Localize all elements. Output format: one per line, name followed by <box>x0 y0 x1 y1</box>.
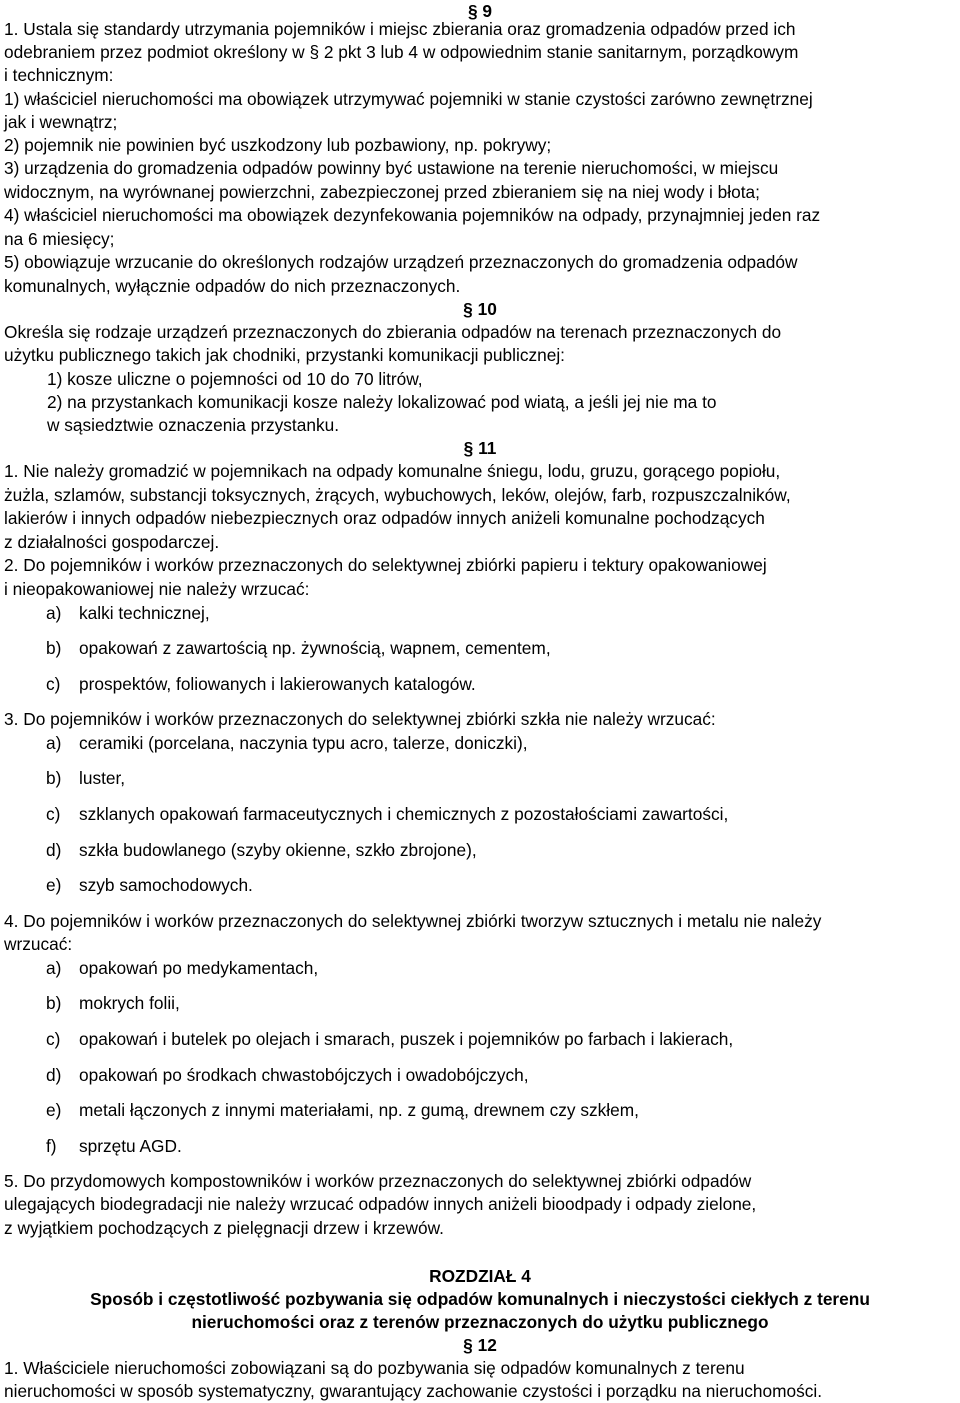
s9-line: odebraniem przez podmiot określony w § 2 pkt 3 lub 4 w odpowiednim stanie sanitarnym, porządkowym <box>4 42 799 62</box>
s9-line: i technicznym: <box>4 65 114 85</box>
s10-line: w sąsiedztwie oznaczenia przystanku. <box>47 415 340 435</box>
list-item: f) sprzętu AGD. <box>46 1136 182 1156</box>
list-item: e) metali łączonych z innymi materiałami, np. z gumą, drewnem czy szkłem, <box>46 1100 639 1120</box>
s11-line: ulegających biodegradacji nie należy wrzucać odpadów innych aniżeli bioodpady i odpady zielone, <box>4 1194 757 1214</box>
s11-line: 2. Do pojemników i worków przeznaczonych do selektywnej zbiórki papieru i tektury opakowaniowej <box>4 555 767 575</box>
s12-line: nieruchomości w sposób systematyczny, gwarantujący zachowanie czystości i porządku na nieruchomości. <box>4 1381 823 1401</box>
list-item: b) luster, <box>46 768 126 788</box>
s11-line: z wyjątkiem pochodzących z pielęgnacji drzew i krzewów. <box>4 1218 444 1238</box>
list-item: a) kalki technicznej, <box>46 603 210 623</box>
s11-line: 5. Do przydomowych kompostowników i worków przeznaczonych do selektywnej zbiórki odpadów <box>4 1171 752 1191</box>
s11-line: lakierów i innych odpadów niebezpiecznych oraz odpadów innych aniżeli komunalne pochodzących <box>4 508 765 528</box>
s10-line: 1) kosze uliczne o pojemności od 10 do 70 litrów, <box>47 369 423 389</box>
s10-line: Określa się rodzaje urządzeń przeznaczonych do zbierania odpadów na terenach przeznaczonych do <box>4 322 782 342</box>
chapter-title: nieruchomości oraz z terenów przeznaczonych do użytku publicznego <box>191 1312 769 1332</box>
s9-line: komunalnych, wyłącznie odpadów do nich przeznaczonych. <box>4 276 461 296</box>
section-12-heading: § 12 <box>463 1335 497 1355</box>
s10-line: 2) na przystankach komunikacji kosze należy lokalizować pod wiatą, a jeśli jej nie ma to <box>47 392 717 412</box>
s11-line: wrzucać: <box>4 934 73 954</box>
section-10-heading: § 10 <box>463 299 497 319</box>
s9-line: na 6 miesięcy; <box>4 229 115 249</box>
s9-line: 4) właściciel nieruchomości ma obowiązek dezynfekowania pojemników na odpady, przynajmniej jeden raz <box>4 205 821 225</box>
s9-line: 1. Ustala się standardy utrzymania pojemników i miejsc zbierania oraz gromadzenia odpadów przed ich <box>4 19 796 39</box>
list-item: d) szkła budowlanego (szyby okienne, szkło zbrojone), <box>46 840 477 860</box>
list-item: e) szyb samochodowych. <box>46 875 253 895</box>
s12-line: 1. Właściciele nieruchomości zobowiązani są do pozbywania się odpadów komunalnych z terenu <box>4 1358 745 1378</box>
section-9-heading: § 9 <box>467 1 493 21</box>
list-item: d) opakowań po środkach chwastobójczych i owadobójczych, <box>46 1065 529 1085</box>
s11-line: 1. Nie należy gromadzić w pojemnikach na odpady komunalne śniegu, lodu, gruzu, gorącego popiołu, <box>4 461 781 481</box>
s10-line: użytku publicznego takich jak chodniki, przystanki komunikacji publicznej: <box>4 345 565 365</box>
chapter-label: ROZDZIAŁ 4 <box>429 1266 531 1286</box>
s11-line: z działalności gospodarczej. <box>4 532 220 552</box>
chapter-title: Sposób i częstotliwość pozbywania się odpadów komunalnych i nieczystości ciekłych z terenu <box>90 1289 870 1309</box>
list-item: c) prospektów, foliowanych i lakierowanych katalogów. <box>46 674 476 694</box>
section-11-heading: § 11 <box>463 438 497 458</box>
s9-line: 2) pojemnik nie powinien być uszkodzony lub pozbawiony, np. pokrywy; <box>4 135 552 155</box>
list-item: a) opakowań po medykamentach, <box>46 958 319 978</box>
list-item: a) ceramiki (porcelana, naczynia typu acro, talerze, doniczki), <box>46 733 528 753</box>
s9-line: 1) właściciel nieruchomości ma obowiązek utrzymywać pojemniki w stanie czystości zarówno zewnętrznej <box>4 89 813 109</box>
s11-line: 4. Do pojemników i worków przeznaczonych do selektywnej zbiórki tworzyw sztucznych i metalu nie należy <box>4 911 822 931</box>
list-item: b) mokrych folii, <box>46 993 180 1013</box>
s11-line: i nieopakowaniowej nie należy wrzucać: <box>4 579 310 599</box>
s9-line: 3) urządzenia do gromadzenia odpadów powinny być ustawione na terenie nieruchomości, w miejscu <box>4 158 779 178</box>
list-item: c) szklanych opakowań farmaceutycznych i chemicznych z pozostałościami zawartości, <box>46 804 729 824</box>
list-item: c) opakowań i butelek po olejach i smarach, puszek i pojemników po farbach i lakierach, <box>46 1029 734 1049</box>
s9-line: 5) obowiązuje wrzucanie do określonych rodzajów urządzeń przeznaczonych do gromadzenia odpadów <box>4 252 798 272</box>
s11-line: 3. Do pojemników i worków przeznaczonych do selektywnej zbiórki szkła nie należy wrzucać: <box>4 709 716 729</box>
s9-line: widocznym, na wyrównanej powierzchni, zabezpieczonej przed zbieraniem się na niej wody i błota; <box>4 182 760 202</box>
s9-line: jak i wewnątrz; <box>4 112 118 132</box>
list-item: b) opakowań z zawartością np. żywnością, wapnem, cementem, <box>46 638 551 658</box>
s11-line: żużla, szlamów, substancji toksycznych, żrących, wybuchowych, leków, olejów, farb, rozpuszczalników, <box>4 485 791 505</box>
